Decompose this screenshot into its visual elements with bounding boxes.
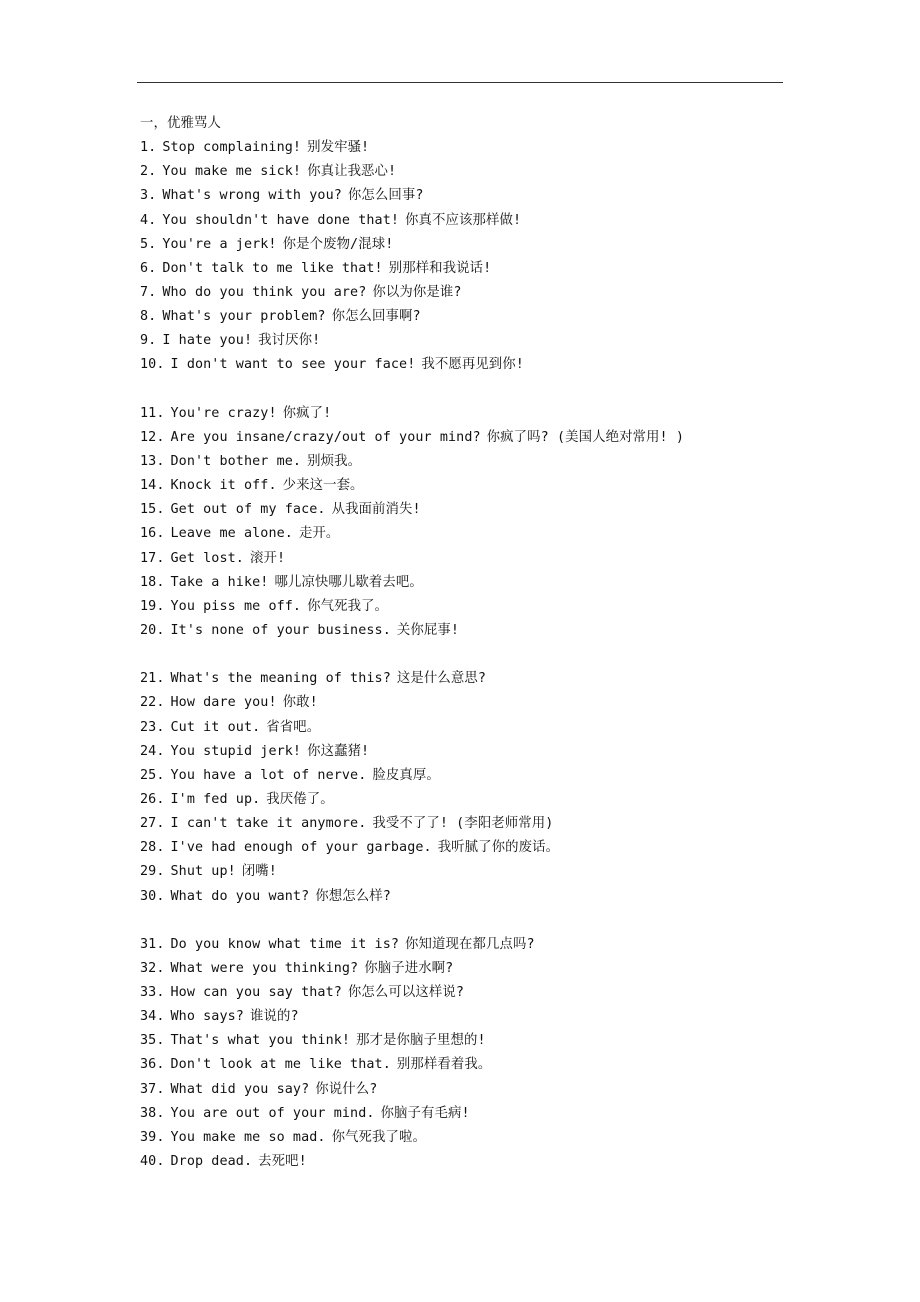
phrase-number: 16.: [140, 526, 165, 542]
phrase-number: 32.: [140, 960, 165, 976]
phrase-chinese: 我讨厌你!: [258, 333, 321, 349]
phrase-chinese: 你说什么?: [315, 1081, 378, 1097]
phrase-english: You make me sick!: [162, 164, 302, 180]
phrase-number: 35.: [140, 1033, 165, 1049]
phrase-chinese: 别烦我。: [307, 453, 362, 469]
phrase-chinese: 那才是你脑子里想的!: [356, 1033, 486, 1049]
phrase-number: 26.: [140, 791, 165, 807]
header-rule: [137, 82, 783, 83]
phrase-number: 33.: [140, 985, 165, 1001]
phrase-chinese: 我不愿再见到你!: [421, 357, 524, 373]
phrase-chinese: 关你屁事!: [396, 622, 459, 638]
phrase-english: What's your problem?: [162, 309, 326, 325]
phrase-english: That's what you think!: [170, 1033, 351, 1049]
phrase-number: 11.: [140, 405, 165, 421]
phrase-number: 20.: [140, 622, 165, 638]
phrase-chinese: 你疯了吗? (美国人绝对常用! ): [486, 429, 685, 445]
phrase-chinese: 从我面前消失!: [331, 502, 421, 518]
phrase-chinese: 滚开!: [249, 550, 286, 566]
group-spacer: [140, 378, 780, 402]
phrase-english: I've had enough of your garbage.: [170, 840, 432, 856]
phrase-number: 25.: [140, 767, 165, 783]
document-body: [140, 112, 780, 1174]
phrase-item: [140, 619, 780, 643]
phrase-number: 6.: [140, 260, 157, 276]
phrase-number: 39.: [140, 1129, 165, 1145]
phrase-english: Are you insane/crazy/out of your mind?: [170, 429, 481, 445]
phrase-chinese: 你怎么回事?: [347, 188, 424, 204]
phrase-item: [140, 522, 780, 546]
phrase-english: I'm fed up.: [170, 791, 261, 807]
phrase-english: What's the meaning of this?: [170, 671, 391, 687]
phrase-number: 15.: [140, 502, 165, 518]
phrase-chinese: 你以为你是谁?: [372, 284, 462, 300]
phrase-english: You are out of your mind.: [170, 1105, 375, 1121]
phrase-number: 17.: [140, 550, 165, 566]
phrase-english: Leave me alone.: [170, 526, 293, 542]
phrase-english: You piss me off.: [170, 598, 302, 614]
phrase-chinese: 这是什么意思?: [396, 671, 486, 687]
phrase-item: [140, 426, 780, 450]
phrase-number: 38.: [140, 1105, 165, 1121]
phrase-chinese: 你真不应该那样做!: [405, 212, 522, 228]
phrase-item: [140, 571, 780, 595]
phrase-item: [140, 836, 780, 860]
phrase-english: Get out of my face.: [170, 502, 326, 518]
phrase-chinese: 你脑子有毛病!: [380, 1105, 470, 1121]
phrase-number: 7.: [140, 284, 157, 300]
phrase-item: [140, 740, 780, 764]
phrase-item: [140, 547, 780, 571]
phrase-chinese: 你想怎么样?: [315, 888, 391, 904]
phrase-chinese: 哪儿凉快哪儿歇着去吧。: [274, 574, 423, 590]
phrase-english: Who do you think you are?: [162, 284, 367, 300]
phrase-chinese: 你气死我了。: [307, 598, 389, 614]
phrase-item: [140, 667, 780, 691]
phrase-chinese: 别发牢骚!: [307, 140, 370, 156]
phrase-chinese: 我听腻了你的废话。: [437, 840, 560, 856]
phrase-item: [140, 329, 780, 353]
phrase-english: I don't want to see your face!: [170, 357, 416, 373]
phrase-chinese: 我厌倦了。: [266, 791, 334, 807]
phrase-chinese: 你知道现在都几点吗?: [405, 936, 535, 952]
phrase-item: [140, 233, 780, 257]
phrase-chinese: 你这蠢猪!: [307, 743, 370, 759]
section-heading: 一，优雅骂人: [140, 116, 221, 131]
phrase-number: 28.: [140, 840, 165, 856]
phrase-chinese: 走开。: [298, 526, 340, 542]
phrase-english: Don't bother me.: [170, 453, 302, 469]
phrase-chinese: 别那样和我说话!: [388, 260, 492, 276]
phrase-item: [140, 957, 780, 981]
phrase-chinese: 少来这一套。: [282, 478, 364, 494]
phrase-english: Do you know what time it is?: [170, 936, 400, 952]
phrase-english: You stupid jerk!: [170, 743, 302, 759]
phrase-english: Don't look at me like that.: [170, 1057, 391, 1073]
phrase-chinese: 你气死我了啦。: [331, 1129, 427, 1145]
phrase-chinese: 你疯了!: [282, 405, 332, 421]
phrase-number: 14.: [140, 478, 165, 494]
phrase-english: You have a lot of nerve.: [170, 767, 367, 783]
phrase-english: What did you say?: [170, 1081, 310, 1097]
phrase-number: 21.: [140, 671, 165, 687]
phrase-number: 5.: [140, 236, 157, 252]
phrase-english: Knock it off.: [170, 478, 277, 494]
phrase-item: [140, 691, 780, 715]
phrase-item: [140, 498, 780, 522]
phrase-number: 29.: [140, 864, 165, 880]
phrase-english: Drop dead.: [170, 1154, 253, 1170]
phrase-chinese: 你脑子进水啊?: [364, 960, 454, 976]
phrase-chinese: 你敢!: [282, 695, 318, 711]
phrase-number: 2.: [140, 164, 157, 180]
phrase-item: [140, 1005, 780, 1029]
phrase-english: You're crazy!: [170, 405, 277, 421]
phrase-item: [140, 450, 780, 474]
phrase-item: [140, 353, 780, 377]
phrase-item: [140, 209, 780, 233]
phrase-chinese: 你怎么回事啊?: [331, 309, 421, 325]
phrase-english: I hate you!: [162, 333, 253, 349]
phrase-english: I can't take it anymore.: [170, 816, 367, 832]
phrase-item: [140, 933, 780, 957]
phrase-chinese: 别那样看着我。: [396, 1057, 492, 1073]
phrase-number: 24.: [140, 743, 165, 759]
phrase-item: [140, 788, 780, 812]
phrase-number: 37.: [140, 1081, 165, 1097]
phrase-item: [140, 281, 780, 305]
phrase-item: [140, 764, 780, 788]
phrase-item: [140, 1126, 780, 1150]
phrase-number: 12.: [140, 429, 165, 445]
phrase-number: 34.: [140, 1009, 165, 1025]
phrase-number: 30.: [140, 888, 165, 904]
phrase-chinese: 闭嘴!: [241, 864, 277, 880]
phrase-item: [140, 160, 780, 184]
phrase-number: 10.: [140, 357, 165, 373]
phrase-item: [140, 716, 780, 740]
phrase-english: Shut up!: [170, 864, 236, 880]
phrase-item: [140, 1102, 780, 1126]
phrase-english: What do you want?: [170, 888, 310, 904]
phrase-item: [140, 1029, 780, 1053]
phrase-english: Stop complaining!: [162, 140, 302, 156]
phrase-english: Don't talk to me like that!: [162, 260, 383, 276]
phrase-item: [140, 595, 780, 619]
phrase-number: 19.: [140, 598, 165, 614]
phrase-english: It's none of your business.: [170, 622, 391, 638]
phrase-chinese: 去死吧!: [258, 1154, 307, 1170]
phrase-item: [140, 812, 780, 836]
phrase-number: 4.: [140, 212, 157, 228]
phrase-item: [140, 1078, 780, 1102]
phrase-number: 22.: [140, 695, 165, 711]
phrase-english: What's wrong with you?: [162, 188, 342, 204]
phrase-number: 40.: [140, 1154, 165, 1170]
phrase-item: [140, 474, 780, 498]
phrase-item: [140, 885, 780, 909]
phrase-english: You shouldn't have done that!: [162, 212, 400, 228]
phrase-number: 13.: [140, 453, 165, 469]
phrase-number: 18.: [140, 574, 165, 590]
phrase-item: [140, 981, 780, 1005]
phrase-item: [140, 305, 780, 329]
phrase-item: [140, 136, 780, 160]
phrase-number: 31.: [140, 936, 165, 952]
group-spacer: [140, 643, 780, 667]
phrase-chinese: 你怎么可以这样说?: [347, 985, 464, 1001]
phrase-number: 23.: [140, 719, 165, 735]
phrase-english: You're a jerk!: [162, 236, 277, 252]
phrase-english: Get lost.: [170, 550, 244, 566]
phrase-number: 1.: [140, 140, 157, 156]
phrase-item: [140, 184, 780, 208]
phrase-number: 3.: [140, 188, 157, 204]
phrase-chinese: 你真让我恶心!: [307, 164, 397, 180]
phrase-item: [140, 1053, 780, 1077]
group-spacer: [140, 909, 780, 933]
phrase-chinese: 我受不了了! (李阳老师常用): [372, 816, 554, 832]
phrase-item: [140, 860, 780, 884]
phrase-chinese: 省省吧。: [266, 719, 321, 735]
phrase-number: 9.: [140, 333, 157, 349]
phrase-item: [140, 402, 780, 426]
phrase-english: Who says?: [170, 1009, 244, 1025]
phrase-english: You make me so mad.: [170, 1129, 326, 1145]
phrase-number: 27.: [140, 816, 165, 832]
phrase-chinese: 谁说的?: [249, 1009, 299, 1025]
phrase-english: Take a hike!: [170, 574, 269, 590]
phrase-number: 8.: [140, 309, 157, 325]
phrase-english: How can you say that?: [170, 985, 342, 1001]
phrase-item: [140, 257, 780, 281]
phrase-chinese: 脸皮真厚。: [372, 767, 440, 783]
phrase-english: Cut it out.: [170, 719, 261, 735]
phrase-chinese: 你是个废物/混球!: [282, 236, 394, 252]
phrase-english: What were you thinking?: [170, 960, 359, 976]
phrase-english: How dare you!: [170, 695, 277, 711]
phrase-number: 36.: [140, 1057, 165, 1073]
phrase-item: [140, 1150, 780, 1174]
